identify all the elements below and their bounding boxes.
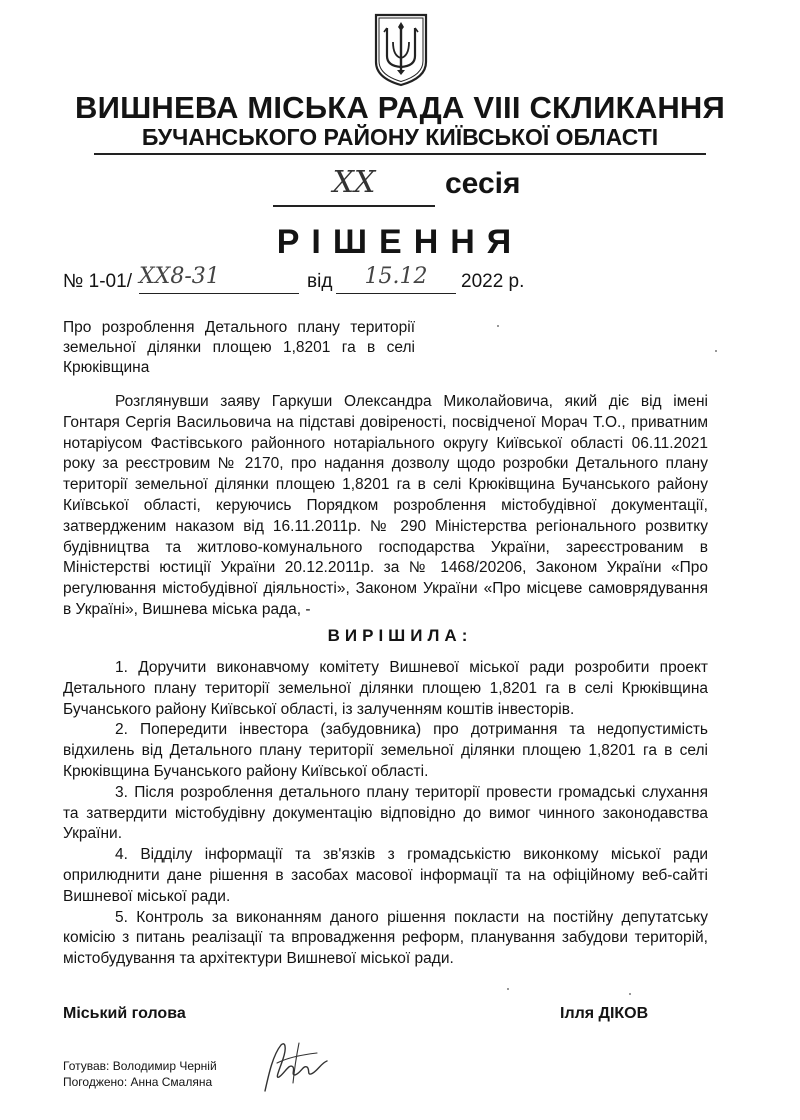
decision-number-label: № 1-01/ [63,271,132,292]
trident-coat-of-arms-icon [373,12,429,88]
decided-heading: ВИРІШИЛА: [327,626,473,645]
scan-artifact [629,993,631,995]
session-number: XX [332,165,376,200]
decision-number-underline [139,293,299,294]
district-title: БУЧАНСЬКОГО РАЙОНУ КИЇВСЬКОЇ ОБЛАСТІ [141,124,659,150]
session-underline [273,205,435,207]
decision-item: 1. Доручити виконавчому комітету Вишневої міської ради розробити проект Детального плану території земельної ділянки площею 1,8201 га в селі Крюківщина Бучанського району Київської області, із залученням коштів інвесторів. [63,659,708,718]
approved-by: Погоджено: Анна Смаляна [63,1075,213,1089]
decision-number-value: XX8-31 [139,264,220,289]
scan-artifact [715,350,717,352]
date-label: від [307,271,333,292]
scan-artifact [497,325,499,327]
decision-item: 4. Відділу інформації та зв'язків з громадськістю виконкому міської ради оприлюднити дане рішення в засобах масової інформації та на офіційному веб-сайті Вишневої міської ради. [63,846,708,905]
date-value: 15.12 [364,264,428,289]
signatory-title: Міський голова [63,1005,186,1022]
year-label: 2022 р. [461,271,525,292]
handwritten-signature-icon [255,1033,340,1098]
header-divider [94,153,706,155]
decision-items [63,658,708,970]
prepared-by: Готував: Володимир Черній [63,1059,217,1073]
decision-item: 5. Контроль за виконанням даного рішення покласти на постійну депутатську комісію з питань реалізації та впровадження реформ, планування забудови територій, містобудування та архітектури Вишневої міської ради. [63,908,708,968]
preamble-paragraph: Розглянувши заяву Гаркуши Олександра Миколайовича, який діє від імені Гонтаря Сергія Васильовича на підставі довіреності, посвідченої Морач Т.О., приватним нотаріусом Фастівського районного нотаріального округу Київської області 06.11.2021 року за реєстровим № 2170, про надання дозволу щодо розробки Детального плану території земельної ділянки площею 1,8201 га в селі Крюківщина Бучанського району Київської області, керуючись Порядком розроблення містобудівної документації, затвердженим наказом від 16.11.2011р. № 290 Міністерства регіонального розвитку будівництва та житлово-комунального господарства України, зареєстрованим в Міністерстві юстиції України 20.12.2011р. за № 1468/20206, Законом України «Про регулювання містобудівної діяльності», Законом України «Про місцеве самоврядування в Україні», Вишнева міська рада, - [63,393,708,618]
session-label: сесія [445,167,521,200]
scan-artifact [507,988,509,990]
decision-item: 2. Попередити інвестора (забудовника) про дотримання та недопустимість відхилень від Детального плану території земельної ділянки площею 1,8201 га в селі Крюківщина Бучанського району Київської області. [63,721,708,780]
council-title: ВИШНЕВА МІСЬКА РАДА VIII СКЛИКАННЯ [75,90,725,125]
signatory-name: Ілля ДІКОВ [560,1005,649,1022]
date-underline [336,293,456,294]
decision-item: 3. Після розроблення детального плану території провести громадські слухання та затвердити містобудівну документацію відповідно до вимог чинного законодавства України. [63,783,708,843]
document-type: РІШЕННЯ [276,223,524,261]
prepared-by-block [63,1058,217,1090]
decision-subject: Про розроблення Детального плану території земельної ділянки площею 1,8201 га в селі Крюківщина [63,319,415,376]
